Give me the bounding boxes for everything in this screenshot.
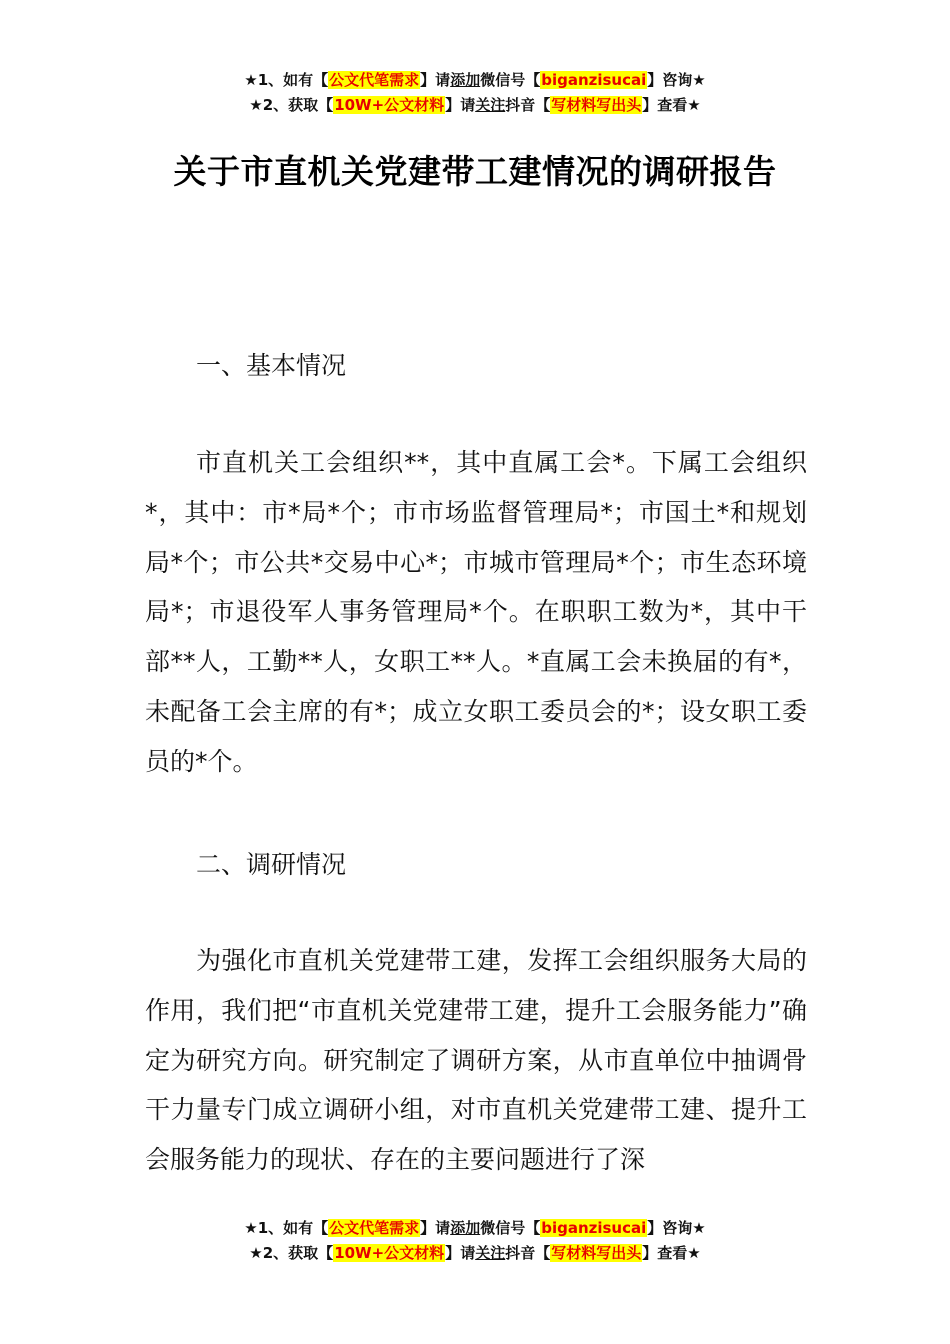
highlight-materials: 10W+公文材料 [334,96,445,114]
section-paragraph-basic: 市直机关工会组织**，其中直属工会*。下属工会组织*，其中：市*局*个；市市场监督管理局*；市国土*和规划局*个；市公共*交易中心*；市城市管理局*个；市生态环境局*；市退役军人事务管理局*个。在职职工数为*，其中干部**人，工勤**人，女职工**人。*直属工会未换届的有*，未配备工会主席的有*；成立女职工委员会的*；设女职工委员的*个。 [145,448,807,776]
highlight-service: 公文代笔需求 [329,71,420,89]
document-title: 关于市直机关党建带工建情况的调研报告 [173,152,777,191]
wechat-id: biganzisucai [541,1219,647,1237]
section-paragraph-research: 为强化市直机关党建带工建，发挥工会组织服务大局的作用，我们把“市直机关党建带工建，提升工会服务能力”确定为研究方向。研究制定了调研方案，从市直单位中抽调骨干力量专门成立调研小组，对市直机关党建带工建、提升工会服务能力的现状、存在的主要问题进行了深 [145,946,807,1175]
section-heading-basic: 一、基本情况 [196,351,347,380]
banner-line-1: ★1、如有【公文代笔需求】请添加微信号【biganzisucai】咨询★ [244,71,706,89]
section-heading-research: 二、调研情况 [196,850,347,879]
highlight-service: 公文代笔需求 [329,1219,420,1237]
top-banner [0,68,950,118]
douyin-account: 写材料写出头 [551,1244,642,1262]
wechat-id: biganzisucai [541,71,647,89]
douyin-account: 写材料写出头 [551,96,642,114]
banner-line-2: ★2、获取【10W+公文材料】请关注抖音【写材料写出头】查看★ [249,96,701,114]
highlight-materials: 10W+公文材料 [334,1244,445,1262]
banner-line-1: ★1、如有【公文代笔需求】请添加微信号【biganzisucai】咨询★ [244,1219,706,1237]
banner-line-2: ★2、获取【10W+公文材料】请关注抖音【写材料写出头】查看★ [249,1244,701,1262]
bottom-banner [0,1216,950,1266]
